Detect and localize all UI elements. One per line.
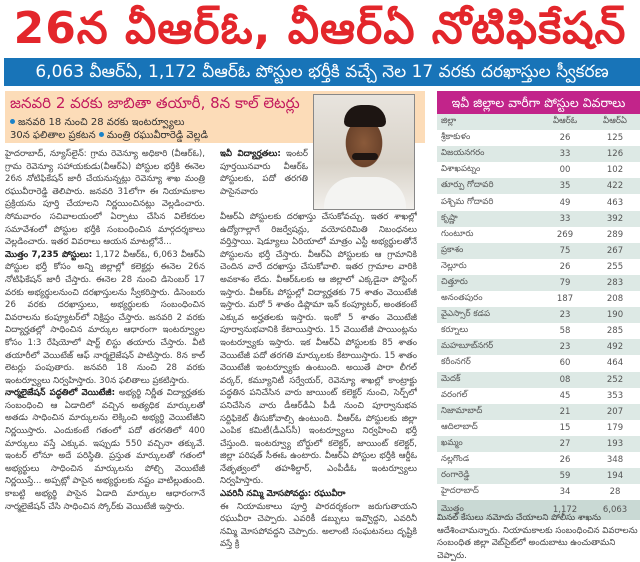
cell-vra: 102 xyxy=(606,165,624,176)
paragraph-text: ఇంటర్ పూర్తయినవారు వీఆర్‌ఓ పోస్టులకు, పదో తరగతి పాసైనవారు xyxy=(220,149,308,197)
paragraph xyxy=(5,249,205,388)
cell-vra: 289 xyxy=(606,229,624,240)
cell-vra: 126 xyxy=(606,149,624,160)
district-posts-table xyxy=(437,91,640,516)
table-row xyxy=(437,484,640,500)
cell-vra: 285 xyxy=(606,326,624,337)
article-column-1 xyxy=(5,148,205,553)
table-row xyxy=(437,404,640,420)
paragraph-text: 1,172 వీఆర్‌ఓ, 6,063 వీఆర్‌ఏ పోస్టుల భర్తీ కోసం అన్ని జిల్లాల్లో కలెక్టర్లు ఈనెల 26న నోటిఫికేషన్ జారీ చేస్తారు. ఈనెల 28 నుంచి డిసెంబర్ 17 వరకు అభ్యర్థులనుంచి దరఖాస్తులను స్వీకరిస్తారు. డిసెంబరు 26 వరకు దరఖాస్తులు, అభ్యర్థులకు సంబంధించిన వివరాలను కంప్యూటర్‌లో నిక్షిప్తం చేస్తారు. జనవరి 2 వరకు విద్యార్హతల్లో సాధించిన మార్కుల ఆధారంగా ఇంటర్వ్యూల కోసం 1:3 రేషియోలో షార్ట్ లిస్టు తయారు చేస్తారు. వీటి తయారీలో వెయిటేజ్ ఆఫ్ నార్మలైజేషన్ పాటిస్తారు. 8న కాల్ లెటర్లు పంపుతారు. జనవరి 18 నుంచి 28 వరకు ఇంటర్వ్యూలు నిర్వహిస్తారు. 30న ఫలితాలు ప్రకటిస్తారు. xyxy=(5,249,205,386)
article-column-3-end: మినల్ కేసులు నమోదు చేయాలని పోలీసు శాఖను ఆదేశించామన్నారు. నియామకాలకు సంబంధించిన వివరాలను సంబంధిత జిల్లా వెబ్‌సైట్‌లో అందుబాటు ఉంచుతామని చెప్పారు. xyxy=(437,513,638,561)
cell-vro: 21 xyxy=(559,406,571,417)
table-row xyxy=(437,452,640,468)
paragraph-lead: నార్మలైజేషన్ పద్ధతిలో వెయిటేజీ: xyxy=(5,388,116,399)
cell-district: విశాఖపట్నం xyxy=(441,164,481,175)
cell-vra: 353 xyxy=(606,390,624,401)
cell-vra: 422 xyxy=(606,181,624,192)
header-vra: వీఆర్‌ఏ xyxy=(603,116,627,127)
cell-vra: 179 xyxy=(606,422,624,433)
cell-vra: 28 xyxy=(609,487,621,498)
cell-vro: 00 xyxy=(559,165,571,176)
table-row xyxy=(437,146,640,162)
header-vro: వీఆర్‌ఓ xyxy=(552,116,578,127)
cell-district: నెల్లూరు xyxy=(441,260,467,271)
highlight-line-1 xyxy=(10,116,184,130)
cell-vro: 26 xyxy=(559,261,571,272)
table-row xyxy=(437,194,640,210)
paragraph xyxy=(220,501,417,551)
paragraph xyxy=(5,148,205,249)
cell-district: రంగారెడ్డి xyxy=(441,470,470,481)
headline: 26న వీఆర్‌ఓ, వీఆర్‌ఏ నోటిఫికేషన్ xyxy=(13,3,627,54)
cell-district: వైఎస్సార్ కడప xyxy=(441,309,490,320)
cell-district: పశ్చిమ గోదావరి xyxy=(441,196,494,207)
cell-vro: 60 xyxy=(559,358,571,369)
table-row xyxy=(437,291,640,307)
highlight-text: 30న ఫలితాల ప్రకటన xyxy=(10,130,96,141)
subheading-text: ఎవరినీ నమ్మి మోసపోవద్దు: రఘువీరా xyxy=(220,489,346,500)
cell-district: మెదక్ xyxy=(441,373,461,384)
paragraph xyxy=(5,387,205,513)
cell-district: తూర్పు గోదావరి xyxy=(441,180,494,191)
table-row xyxy=(437,339,640,355)
cell-district: మహబూబ్‌నగర్ xyxy=(441,341,494,352)
cell-vra: 194 xyxy=(606,471,624,482)
cell-district: చిత్తూరు xyxy=(441,276,468,287)
table-row xyxy=(437,259,640,275)
bullet-icon xyxy=(99,132,104,137)
table-row xyxy=(437,468,640,484)
cell-district: అనంతపురం xyxy=(441,293,483,304)
table-row xyxy=(437,275,640,291)
cell-district: వరంగల్ xyxy=(441,389,468,400)
table-row xyxy=(437,323,640,339)
cell-vra: 267 xyxy=(606,245,624,256)
highlights-title: జనవరి 2 వరకు జాబితా తయారీ, 8న కాల్ లెటర్లు xyxy=(10,94,300,112)
highlight-line-2 xyxy=(10,129,208,143)
paragraph-text: వీఆర్‌ఏ పోస్టులకు దరఖాస్తు చేసుకోవచ్చు. ఇతర శాఖల్లో ఉద్యోగాల్లాగే రిజర్వేషన్లు, వయోపరిమితి నిబంధనలు వర్తిస్తాయి. షెడ్యూలు ఏరియాలో మాత్రం ఎస్టీ అభ్యర్థులతోనే పోస్టులను భర్తీ చేస్తారు. వీఆర్‌ఏ పోస్టులకు ఆ గ్రామానికి చెందిన వారే దరఖాస్తు చేసుకోవాలి. ఇతర గ్రామాల వారికి అవకాశం లేదు. వీఆర్‌ఓలకు ఆ జిల్లాలో ఎక్కడైనా పోస్టింగ్ ఇస్తారు. వీఆర్‌ఓ పోస్టుల్లో విద్యార్హతకు 75 శాతం వెయిటేజీ ఇస్తారు. మరో 5 శాతం డిప్లొమా ఇన్ కంప్యూటర్, అంతకంటే ఎక్కువ అర్హతలకు ఇస్తారు. ఇంకో 5 శాతం వెయిటేజీ పూర్వానుభవానికి కేటాయిస్తారు. 15 వెయిటేజీ పాయింట్లను ఇంటర్వ్యూకు ఇస్తారు. ఇక వీఆర్‌ఏ పోస్టులకు 85 శాతం వెయిటేజీ పదో తరగతి మార్కులకు కేటాయిస్తారు. 15 శాతం వెయిటేజీ ఇంటర్వ్యూకు ఉంటుంది. అయితే పారా లీగల్ వర్కర్, కమ్యూనిటీ సర్వేయర్, రెవెన్యూ శాఖల్లో కాంట్రాక్టు పద్ధతిన పనిచేసిన వారు జాయింట్ కలెక్టర్ నుంచి, సెర్ప్‌లో పనిచేసిన వారు డీఆర్‌డీఏ పీడీ నుంచి పూర్వానుభవ సర్టిఫికెట్ తీసుకోవాల్సి ఉంటుంది. వీఆర్‌ఓ పోస్టులకు జిల్లా ఎంపిక కమిటీ(డీఎస్‌సీ) ఇంటర్వ్యూలు నిర్వహించి భర్తీ చేస్తుంది. ఇంటర్వ్యూ బోర్డులో కలెక్టర్, జాయింట్ కలెక్టర్, జిల్లా పరిషత్ సీఈఓ ఉంటారు. వీఆర్‌ఏ పోస్టుల భర్తీకి ఆర్డీఓ నేతృత్వంలో తహశీల్దార్, ఎంపీడీఓ ఇంటర్వ్యూలు నిర్వహిస్తారు. xyxy=(220,212,417,487)
posts-table xyxy=(437,114,640,520)
table-row xyxy=(437,211,640,227)
cell-vra: 492 xyxy=(606,342,624,353)
cell-vro: 59 xyxy=(559,471,571,482)
paragraph-text: ఈ నియామకాలు పూర్తి పారదర్శకంగా జరుగుతాయని రఘువీరా చెప్పారు. ఎవరికీ డబ్బులు ఇవ్వొద్దని, ఎవరినీ నమ్మి మోసపోవద్దని చెప్పారు. అలాంటి సంఘటనలు దృష్టికి వస్తే క్రి xyxy=(220,501,417,550)
total-cell: మొత్తం xyxy=(441,504,464,515)
table-row xyxy=(437,436,640,452)
cell-vra: 252 xyxy=(606,374,624,385)
table-row xyxy=(437,420,640,436)
cell-vro: 33 xyxy=(559,213,571,224)
cell-vra: 207 xyxy=(606,406,624,417)
table-row xyxy=(437,130,640,146)
cell-vra: 463 xyxy=(606,197,624,208)
header-district: జిల్లా xyxy=(441,116,457,127)
cell-vro: 27 xyxy=(559,438,571,449)
cell-vra: 464 xyxy=(606,358,624,369)
cell-vro: 23 xyxy=(559,310,571,321)
cell-district: నల్లగొండ xyxy=(441,454,470,465)
cell-vra: 255 xyxy=(606,261,624,272)
paragraph-lead: ఇవీ విద్యార్హతలు: xyxy=(220,149,281,159)
cell-vro: 75 xyxy=(559,245,571,256)
article-column-2 xyxy=(220,211,417,553)
cell-district: హైదరాబాద్ xyxy=(441,486,479,497)
cell-vro: 33 xyxy=(559,149,571,160)
cell-vra: 392 xyxy=(606,213,624,224)
highlight-text: జనవరి 18 నుంచి 28 వరకు ఇంటర్వ్యూలు xyxy=(18,117,185,128)
table-row xyxy=(437,227,640,243)
table-row xyxy=(437,372,640,388)
cell-district: గుంటూరు xyxy=(441,228,474,239)
paragraph-text: అభ్యర్థి నిర్ణీత విద్యార్హతకు సంబంధించి ఆ ఏడాదిలో వచ్చిన అత్యధిక మార్కులతో అతడు సాధించిన మార్కులను లెక్కించి అభ్యర్థి వెయిటేజీని నిర్ణయిస్తారు. ఎందుకంటే గతంలో పదో తరగతిలో 400 మార్కులు వస్తే ఎక్కువ. ఇప్పుడు 550 వచ్చినా తక్కువే. ఇంటర్ లోనూ అదే పరిస్థితి. ప్రస్తుత మార్కులతో గతంలో అభ్యర్థులు సాధించిన మార్కులను పోల్చి వెయిటేజీ నిర్ణయిస్తే... అప్పట్లో పాసైన అభ్యర్థులకు నష్టం వాటిల్లుతుంది. కాబట్టి అభ్యర్థి పాసైన ఏడాది మార్కుల ఆధారంగానే నార్మలైజేషన్ చేసి సాధించిన స్కోర్‌కు వెయిటేజీ ఇస్తారు. xyxy=(5,388,205,512)
cell-vra: 190 xyxy=(606,310,624,321)
table-row xyxy=(437,355,640,371)
paragraph-lead: మొత్తం 7,235 పోస్టులు: xyxy=(5,249,93,260)
paragraph xyxy=(220,211,417,488)
total-cell: 1,172 xyxy=(552,505,578,516)
cell-vro: 79 xyxy=(559,277,571,288)
cell-district: కరీంనగర్ xyxy=(441,357,471,368)
cell-vro: 15 xyxy=(559,422,571,433)
cell-vro: 23 xyxy=(559,342,571,353)
cell-vra: 208 xyxy=(606,294,624,305)
cell-vra: 125 xyxy=(606,133,624,144)
cell-vra: 193 xyxy=(606,438,624,449)
cell-vro: 26 xyxy=(559,133,571,144)
subheadline-banner: 6,063 వీఆర్‌ఏ, 1,172 వీఆర్‌ఓ పోస్టుల భర్తీకి వచ్చే నెల 17 వరకు దరఖాస్తుల స్వీకరణ xyxy=(4,58,640,86)
table-row xyxy=(437,243,640,259)
table-header-row xyxy=(437,114,640,130)
cell-district: నిజామాబాద్ xyxy=(441,405,483,416)
highlight-text: మంత్రి రఘువీరారెడ్డి వెల్లడి xyxy=(106,130,209,141)
table-row xyxy=(437,162,640,178)
cell-vro: 08 xyxy=(559,374,571,385)
table-title: ఇవీ జిల్లాల వారీగా పోస్టుల వివరాలు xyxy=(437,91,640,114)
table-row xyxy=(437,307,640,323)
cell-district: ప్రకాశం xyxy=(441,244,464,255)
cell-district: ఖమ్మం xyxy=(441,437,463,448)
cell-vro: 34 xyxy=(559,487,571,498)
total-cell: 6,063 xyxy=(602,505,628,516)
cell-vro: 35 xyxy=(559,181,571,192)
article-column-2-top xyxy=(220,148,308,210)
bullet-icon xyxy=(10,119,15,124)
table-body xyxy=(437,114,640,520)
paragraph-text: హైదరాబాద్, న్యూస్‌లైన్: గ్రామ రెవెన్యూ అధికారి (వీఆర్‌ఓ), గ్రామ రెవెన్యూ సహాయకుడు(వీఆర్‌ఏ) పోస్టుల భర్తీకి ఈనెల 26న నోటిఫికేషన్ జారీ చేయనున్నట్లు రెవెన్యూ శాఖ మంత్రి రఘువీరారెడ్డి తెలిపారు. జనవరి 31లోగా ఈ నియామకాల ప్రక్రియను పూర్తి చేయాలని నిర్ణయించినట్లు వెల్లడించారు. సోమవారం సచివాలయంలో ఏర్పాటు చేసిన విలేకరుల సమావేశంలో పోస్టుల భర్తీకి సంబంధించిన మార్గదర్శకాలు వెల్లడించారు. ఇతర వివరాలు ఆయన మాటల్లోనే... xyxy=(5,149,205,248)
subheading xyxy=(220,488,417,501)
paragraph xyxy=(220,148,308,198)
cell-vro: 45 xyxy=(559,390,571,401)
cell-district: కర్నూలు xyxy=(441,325,469,336)
cell-vro: 49 xyxy=(559,197,571,208)
cell-vro: 58 xyxy=(559,326,571,337)
cell-district: శ్రీకాకుళం xyxy=(441,132,471,143)
table-row xyxy=(437,388,640,404)
cell-vro: 269 xyxy=(556,229,574,240)
cell-district: కృష్ణా xyxy=(441,212,458,223)
cell-vra: 348 xyxy=(606,455,624,466)
cell-vro: 187 xyxy=(556,294,574,305)
table-row xyxy=(437,178,640,194)
cell-district: విజయనగరం xyxy=(441,148,485,159)
cell-vra: 283 xyxy=(606,277,624,288)
cell-vro: 26 xyxy=(559,455,571,466)
minister-photo xyxy=(313,94,415,210)
cell-district: ఆదిలాబాద్ xyxy=(441,421,478,432)
